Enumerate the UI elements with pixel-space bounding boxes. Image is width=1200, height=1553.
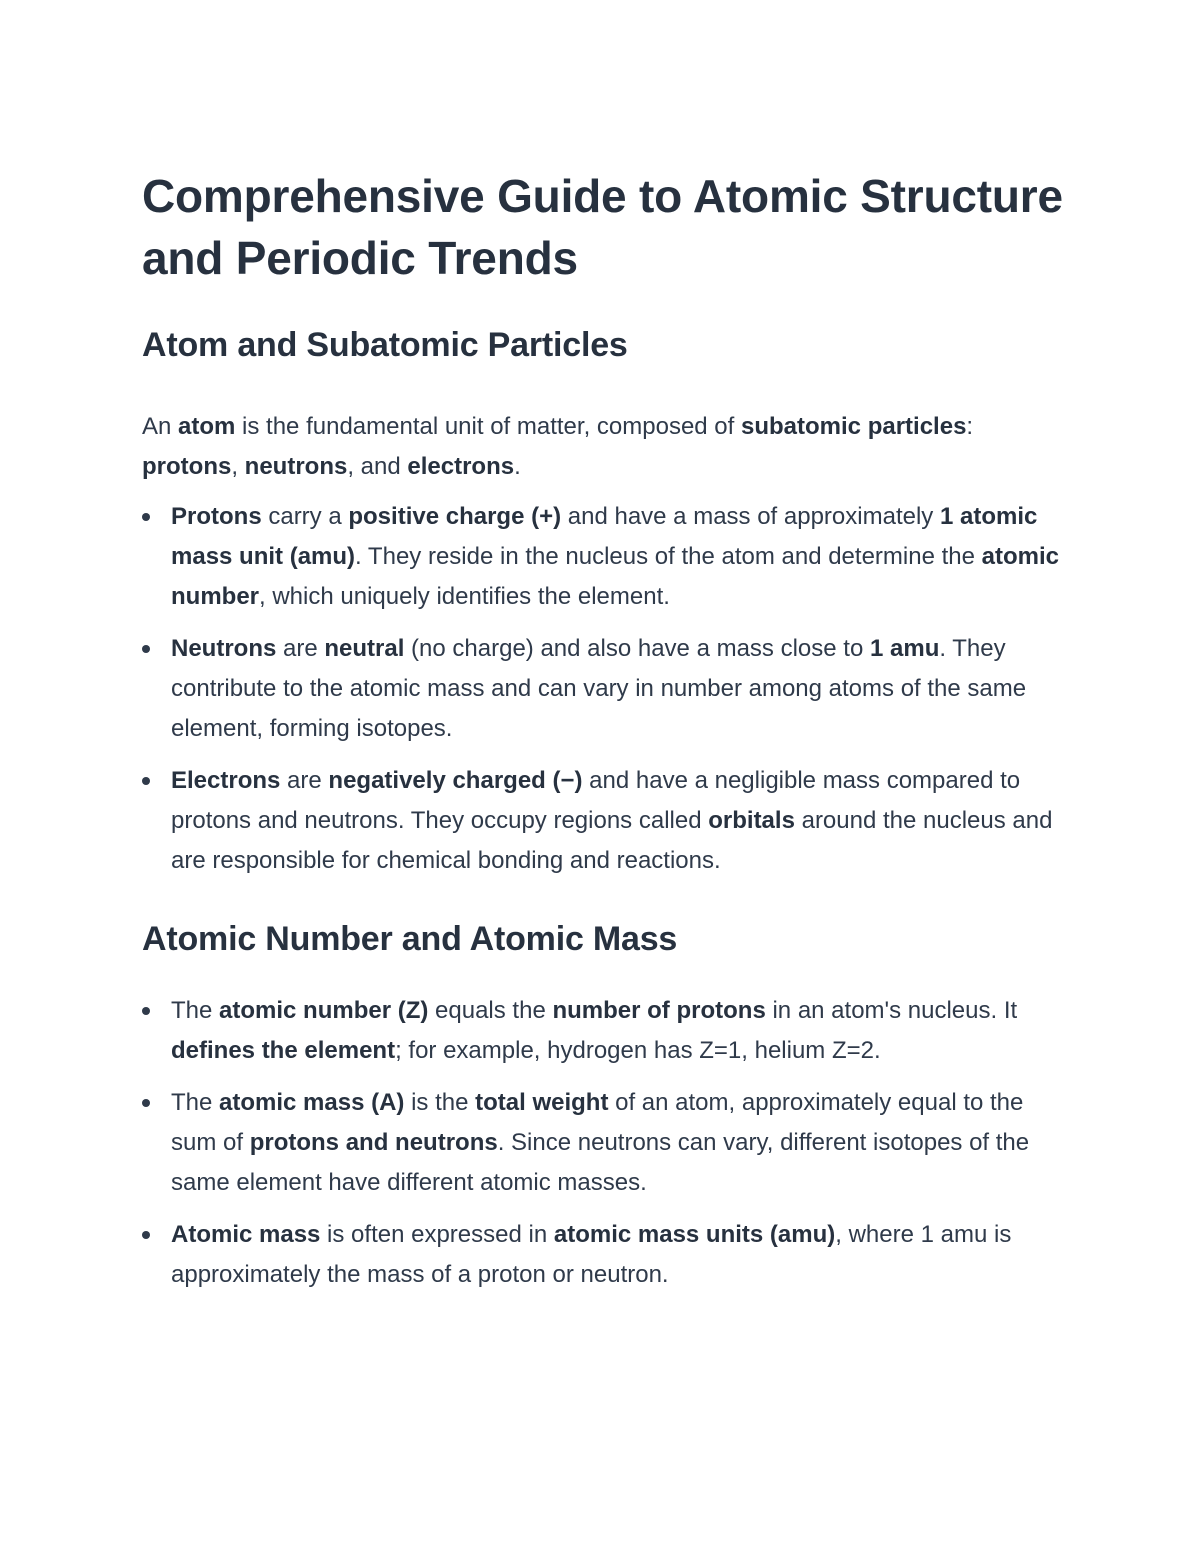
bold-text: atomic number [171,543,1059,610]
intro-text: An [142,413,179,440]
subatomic-particles-list [142,497,1067,881]
body-text: The [171,1089,220,1116]
intro-bold: electrons [407,453,515,480]
bold-text: atomic mass units (amu) [553,1221,836,1248]
body-text: are [276,635,325,662]
bold-text: number of protons [552,997,766,1024]
intro-bold: protons [142,453,232,480]
intro-text: , [231,453,245,480]
list-item-atomic-mass [142,1083,1067,1203]
body-text: are [280,767,329,794]
bold-text: protons and neutrons [249,1129,498,1156]
body-text: . They contribute to the atomic mass and can vary in number among atoms of the same element, forming isotopes. [171,635,1027,742]
list-item-protons [142,497,1067,617]
body-text: The [171,997,220,1024]
bold-text: atomic number (Z) [219,997,429,1024]
body-text: and have a negligible mass compared to protons and neutrons. They occupy regions called [171,767,1021,834]
bold-text: positive charge (+) [348,503,562,530]
body-text: . They reside in the nucleus of the atom and determine the [355,543,982,570]
list-item-atomic-number [142,991,1067,1071]
intro-bold: subatomic particles [741,413,967,440]
body-text: is often expressed in [320,1221,554,1248]
bold-text: 1 atomic mass unit (amu) [171,503,1038,570]
intro-paragraph [142,407,1067,487]
bold-text: defines the element [171,1037,396,1064]
body-text: is the [404,1089,476,1116]
body-text: . Since neutrons can vary, different isotopes of the same element have different atomic masses. [171,1129,1030,1196]
intro-text: , and [347,453,408,480]
bold-text: Protons [171,503,262,530]
section-heading-subatomic-particles: Atom and Subatomic Particles [142,326,628,364]
body-text: and have a mass of approximately [561,503,940,530]
list-item-amu [142,1215,1067,1295]
bold-text: negatively charged (−) [328,767,583,794]
bullet-icon [142,645,150,653]
body-text: , which uniquely identifies the element. [259,583,670,610]
body-text: equals the [428,997,553,1024]
bold-text: 1 amu [869,635,940,662]
intro-text: . [514,453,521,480]
bold-text: neutral [324,635,405,662]
body-text: around the nucleus and are responsible for chemical bonding and reactions. [171,807,1053,874]
body-text: carry a [261,503,349,530]
intro-bold: neutrons [244,453,348,480]
body-text: of an atom, approximately equal to the sum of [171,1089,1024,1156]
intro-bold: atom [178,413,236,440]
bullet-icon [142,1007,150,1015]
body-text: , where 1 amu is approximately the mass of a proton or neutron. [171,1221,1012,1288]
document-title: Comprehensive Guide to Atomic Structure and Periodic Trends [142,170,1063,284]
atomic-number-mass-list [142,991,1067,1295]
bold-text: Electrons [171,767,281,794]
document-page [142,165,1067,1307]
section-heading-atomic-number-mass: Atomic Number and Atomic Mass [142,920,678,958]
bold-text: atomic mass (A) [219,1089,405,1116]
bold-text: orbitals [708,807,795,834]
bullet-icon [142,777,150,785]
bold-text: total weight [475,1089,609,1116]
list-item-neutrons [142,629,1067,749]
bold-text: Neutrons [171,635,277,662]
bullet-icon [142,1231,150,1239]
list-item-electrons [142,761,1067,881]
intro-text: : [966,413,974,440]
body-text: in an atom's nucleus. It [765,997,1018,1024]
intro-text: is the fundamental unit of matter, composed of [235,413,741,440]
bullet-icon [142,513,150,521]
body-text: (no charge) and also have a mass close to [404,635,870,662]
bold-text: Atomic mass [171,1221,321,1248]
bullet-icon [142,1099,150,1107]
body-text: ; for example, hydrogen has Z=1, helium Z=2. [395,1037,881,1064]
